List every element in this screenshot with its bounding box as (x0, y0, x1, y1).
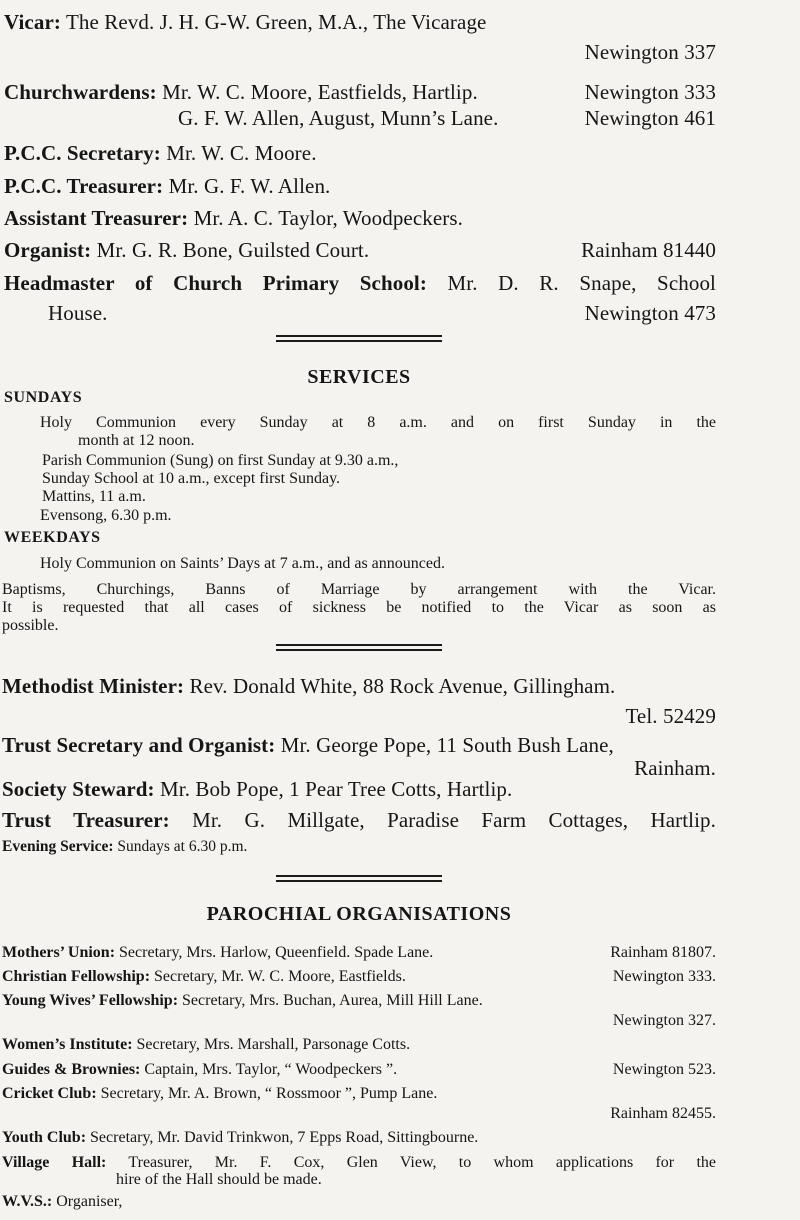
sundays-line-4: Sunday School at 10 a.m., except first Sunday. (42, 470, 341, 487)
trust-secretary-text: Mr. George Pope, 11 South Bush Lane, (280, 733, 614, 757)
org-young-wives-phone: Newington 327. (612, 1012, 716, 1029)
organist-phone: Rainham 81440 (581, 238, 716, 262)
org-village-hall (2, 1154, 716, 1172)
section-divider-2 (276, 644, 442, 651)
churchwardens-phone-2: Newington 461 (584, 106, 716, 130)
weekdays-line: Holy Communion on Saints’ Days at 7 a.m., and as announced. (40, 555, 445, 572)
headmaster-text-2: House. (48, 301, 108, 325)
assistant-treasurer-label: Assistant Treasurer: (4, 206, 189, 230)
org-young-wives (2, 992, 483, 1010)
society-steward-text: Mr. Bob Pope, 1 Pear Tree Cotts, Hartlip. (160, 777, 513, 801)
pcc-secretary-line (4, 141, 317, 166)
sundays-line-5: Mattins, 11 a.m. (42, 488, 146, 505)
pcc-treasurer-line (4, 174, 330, 199)
trust-treasurer-label: Trust Treasurer: (2, 808, 170, 832)
pcc-treasurer-label: P.C.C. Treasurer: (4, 174, 164, 198)
evening-service-line (2, 838, 247, 856)
vicar-line (4, 10, 486, 35)
services-heading: SERVICES (307, 366, 411, 388)
org-text: Secretary, Mrs. Marshall, Parsonage Cotts. (136, 1036, 411, 1053)
methodist-minister-text: Rev. Donald White, 88 Rock Avenue, Gillingham. (189, 674, 616, 698)
churchwardens-text-2: G. F. W. Allen, August, Munn’s Lane. (178, 106, 499, 130)
org-christian-fellowship (2, 968, 406, 986)
org-label: Women’s Institute: (2, 1036, 133, 1053)
pcc-secretary-label: P.C.C. Secretary: (4, 141, 161, 165)
trust-secretary-text-2: Rainham. (634, 756, 716, 780)
org-cricket-club (2, 1085, 437, 1103)
sundays-label: SUNDAYS (4, 389, 83, 406)
trust-treasurer-line (2, 808, 716, 833)
organist-label: Organist: (4, 238, 92, 262)
org-label: Youth Club: (2, 1129, 87, 1146)
society-steward-label: Society Steward: (2, 777, 155, 801)
notes-line-1: Baptisms, Churchings, Banns of Marriage by arrangement with the Vicar. (2, 581, 716, 598)
organist-text: Mr. G. R. Bone, Guilsted Court. (96, 238, 370, 262)
org-mothers-union-phone: Rainham 81807. (610, 944, 716, 961)
org-label: Guides & Brownies: (2, 1061, 141, 1078)
org-label: Young Wives’ Fellowship: (2, 992, 179, 1009)
headmaster-phone: Newington 473 (584, 301, 716, 325)
org-text: Secretary, Mr. A. Brown, “ Rossmoor ”, Pump Lane. (100, 1085, 438, 1102)
sundays-line-3: Parish Communion (Sung) on first Sunday at 9.30 a.m., (42, 452, 399, 469)
churchwardens-line (4, 80, 478, 105)
trust-secretary-label: Trust Secretary and Organist: (2, 733, 276, 757)
org-label: Christian Fellowship: (2, 968, 151, 985)
sundays-line-1: Holy Communion every Sunday at 8 a.m. and on first Sunday in the (40, 414, 716, 431)
org-village-hall-text-2: hire of the Hall should be made. (116, 1171, 322, 1188)
headmaster-line (4, 271, 716, 296)
org-label: Village Hall: (2, 1154, 107, 1171)
churchwardens-text-1: Mr. W. C. Moore, Eastfields, Hartlip. (162, 80, 478, 104)
org-guides-brownies (2, 1061, 397, 1079)
vicar-label: Vicar: (4, 10, 61, 34)
org-text: Secretary, Mrs. Buchan, Aurea, Mill Hill Lane. (182, 992, 483, 1009)
churchwardens-label: Churchwardens: (4, 80, 157, 104)
vicar-text: The Revd. J. H. G-W. Green, M.A., The Vicarage (65, 10, 487, 34)
org-text: Captain, Mrs. Taylor, “ Woodpeckers ”. (144, 1061, 398, 1078)
trust-secretary-line (2, 733, 614, 758)
org-womens-institute (2, 1036, 410, 1054)
organisations-heading: PAROCHIAL ORGANISATIONS (206, 903, 512, 925)
vicar-phone: Newington 337 (584, 40, 716, 64)
pcc-secretary-text: Mr. W. C. Moore. (166, 141, 317, 165)
org-text: Secretary, Mr. W. C. Moore, Eastfields. (154, 968, 406, 985)
evening-service-label: Evening Service: (2, 838, 114, 855)
org-label: Mothers’ Union: (2, 944, 116, 961)
org-text: Secretary, Mrs. Harlow, Queenfield. Spade Lane. (119, 944, 434, 961)
sundays-line-2: month at 12 noon. (78, 432, 195, 449)
org-text: Treasurer, Mr. F. Cox, Glen View, to whom applications for the (128, 1154, 716, 1171)
org-label: Cricket Club: (2, 1085, 97, 1102)
pcc-treasurer-text: Mr. G. F. W. Allen. (168, 174, 331, 198)
org-guides-brownies-phone: Newington 523. (612, 1061, 716, 1078)
weekdays-label: WEEKDAYS (4, 529, 101, 546)
methodist-minister-phone: Tel. 52429 (625, 704, 716, 728)
notes-line-3: possible. (2, 617, 59, 634)
headmaster-label: Headmaster of Church Primary School: (4, 271, 427, 295)
notes-line-2: It is requested that all cases of sickness be notified to the Vicar as soon as (2, 599, 716, 616)
trust-treasurer-text: Mr. G. Millgate, Paradise Farm Cottages, Hartlip. (192, 808, 716, 832)
assistant-treasurer-text: Mr. A. C. Taylor, Woodpeckers. (193, 206, 464, 230)
org-cricket-club-phone: Rainham 82455. (610, 1105, 716, 1122)
org-wvs (2, 1193, 122, 1211)
section-divider-1 (276, 335, 442, 342)
methodist-minister-line (2, 674, 615, 699)
section-divider-3 (276, 875, 442, 882)
assistant-treasurer-line (4, 206, 463, 231)
sundays-line-6: Evensong, 6.30 p.m. (40, 507, 172, 524)
headmaster-text: Mr. D. R. Snape, School (447, 271, 716, 295)
evening-service-text: Sundays at 6.30 p.m. (117, 838, 248, 855)
org-youth-club (2, 1129, 478, 1147)
churchwardens-phone-1: Newington 333 (584, 80, 716, 104)
society-steward-line (2, 777, 512, 802)
org-mothers-union (2, 944, 433, 962)
methodist-minister-label: Methodist Minister: (2, 674, 185, 698)
organist-line (4, 238, 369, 263)
org-text: Organiser, (56, 1193, 123, 1210)
org-christian-fellowship-phone: Newington 333. (612, 968, 716, 985)
org-text: Secretary, Mr. David Trinkwon, 7 Epps Road, Sittingbourne. (90, 1129, 479, 1146)
org-label: W.V.S.: (2, 1193, 53, 1210)
